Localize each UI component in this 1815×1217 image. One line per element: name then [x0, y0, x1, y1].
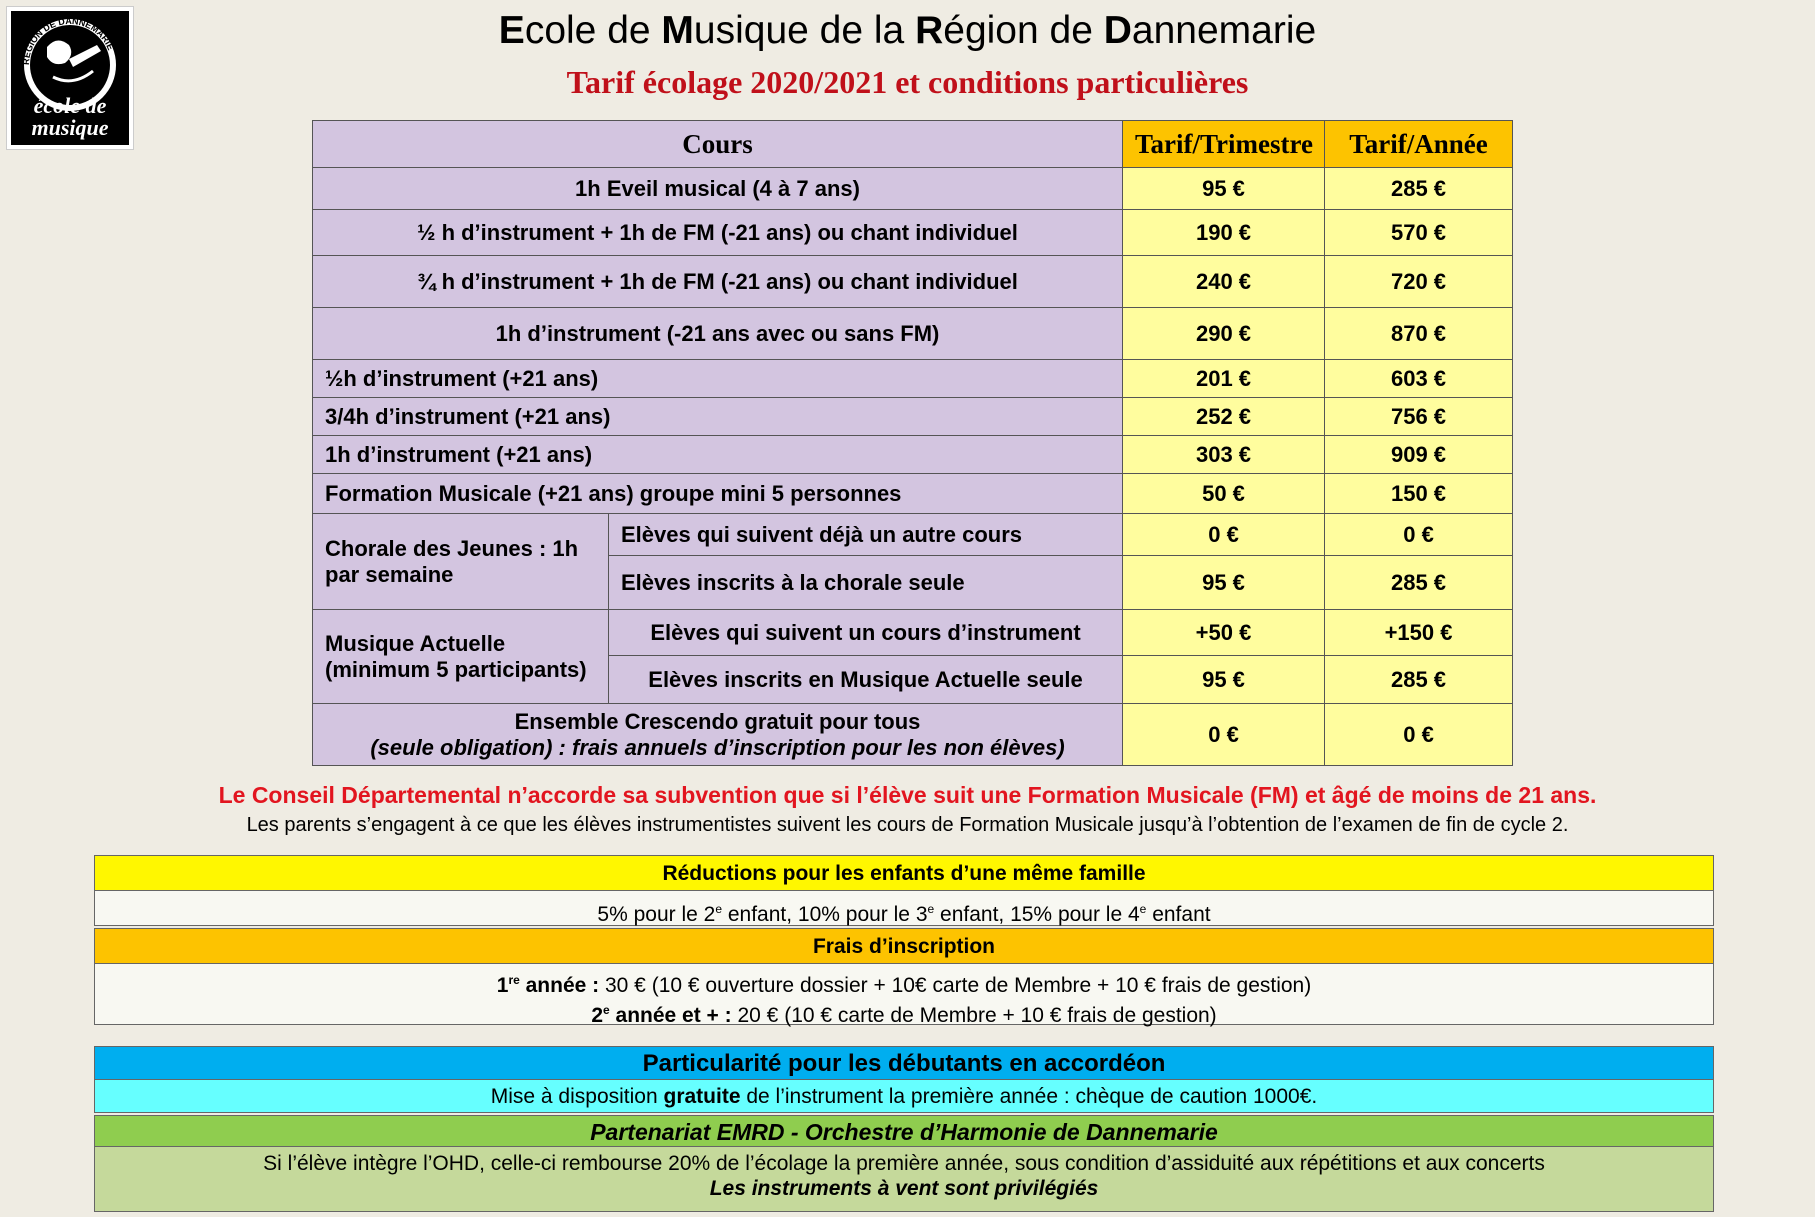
title-part: cole de	[524, 9, 662, 52]
title-part: M	[661, 9, 694, 52]
row-tri: 50 €	[1123, 474, 1325, 514]
actuelle-label: Musique Actuelle (minimum 5 participants)	[313, 610, 609, 704]
row-label: 1h d’instrument (+21 ans)	[313, 436, 1123, 474]
accordeon-title: Particularité pour les débutants en accordéon	[95, 1047, 1713, 1080]
inscription-title: Frais d’inscription	[95, 929, 1713, 964]
row-tri: 240 €	[1123, 256, 1325, 308]
page-title	[0, 6, 1815, 56]
row-label: 1h d’instrument (-21 ans avec ou sans FM)	[313, 308, 1123, 360]
row-label: 3/4h d’instrument (+21 ans)	[313, 398, 1123, 436]
table-row	[313, 308, 1513, 360]
row-tri: 201 €	[1123, 360, 1325, 398]
chorale-sub2-label: Elèves inscrits à la chorale seule	[609, 556, 1123, 610]
partenariat-line1: Si l’élève intègre l’OHD, celle-ci rembourse 20% de l’écolage la première année, sous condition d’assiduité aux répétitions et aux concerts	[263, 1152, 1545, 1175]
actuelle-sub2-an: 285 €	[1325, 656, 1513, 704]
subvention-notice: Le Conseil Départemental n’accorde sa subvention que si l’élève suit une Formation Musicale (FM) et âgé de moins de 21 ans.	[218, 782, 1597, 808]
table-row	[313, 704, 1513, 766]
inscription-line2: 2e année et + : 20 € (10 € carte de Membre + 10 € frais de gestion)	[591, 1003, 1217, 1027]
title-part: usique de la	[693, 9, 916, 52]
table-row	[313, 168, 1513, 210]
header-trimestre: Tarif/Trimestre	[1123, 121, 1325, 168]
row-an: 150 €	[1325, 474, 1513, 514]
accordeon-box	[94, 1046, 1714, 1113]
row-label: ½ h d’instrument + 1h de FM (-21 ans) ou chant individuel	[313, 210, 1123, 256]
table-row	[313, 256, 1513, 308]
row-tri: 303 €	[1123, 436, 1325, 474]
row-tri: 190 €	[1123, 210, 1325, 256]
title-part: D	[1103, 9, 1132, 52]
table-row	[313, 398, 1513, 436]
actuelle-sub1-label: Elèves qui suivent un cours d’instrument	[609, 610, 1123, 656]
header-cours: Cours	[313, 121, 1123, 168]
table-row	[313, 610, 1513, 656]
partenariat-box	[94, 1115, 1714, 1212]
row-an: 570 €	[1325, 210, 1513, 256]
title-part: annemarie	[1131, 9, 1317, 52]
crescendo-an: 0 €	[1325, 704, 1513, 766]
inscription-line1: 1re année : 30 € (10 € ouverture dossier + 10€ carte de Membre + 10 € frais de gestion)	[496, 973, 1312, 997]
logo-label-2: musique	[31, 115, 109, 140]
table-row	[313, 360, 1513, 398]
header-annee: Tarif/Année	[1325, 121, 1513, 168]
row-an: 285 €	[1325, 168, 1513, 210]
partenariat-body	[95, 1147, 1713, 1211]
row-label: ½h d’instrument (+21 ans)	[313, 360, 1123, 398]
crescendo-line1: Ensemble Crescendo gratuit pour tous	[514, 708, 921, 734]
row-an: 603 €	[1325, 360, 1513, 398]
title-part: E	[498, 9, 525, 52]
chorale-sub2-an: 285 €	[1325, 556, 1513, 610]
row-label: 1h Eveil musical (4 à 7 ans)	[313, 168, 1123, 210]
actuelle-sub1-an: +150 €	[1325, 610, 1513, 656]
reductions-box	[94, 855, 1714, 926]
row-label: ¾ h d’instrument + 1h de FM (-21 ans) ou chant individuel	[313, 256, 1123, 308]
row-tri: 290 €	[1123, 308, 1325, 360]
page-subtitle: Tarif écolage 2020/2021 et conditions particulières	[566, 64, 1249, 100]
chorale-sub2-tri: 95 €	[1123, 556, 1325, 610]
parents-notice: Les parents s’engagent à ce que les élèves instrumentistes suivent les cours de Formation Musicale jusqu’à l’obtention de l’examen de fin de cycle 2.	[246, 814, 1569, 836]
crescendo-tri: 0 €	[1123, 704, 1325, 766]
chorale-sub1-tri: 0 €	[1123, 514, 1325, 556]
reductions-body: 5% pour le 2e enfant, 10% pour le 3e enfant, 15% pour le 4e enfant	[95, 891, 1713, 925]
chorale-label: Chorale des Jeunes : 1h par semaine	[313, 514, 609, 610]
partenariat-line2: Les instruments à vent sont privilégiés	[709, 1177, 1099, 1200]
row-an: 756 €	[1325, 398, 1513, 436]
title-part: égion de	[943, 9, 1104, 52]
crescendo-cell	[313, 704, 1123, 766]
crescendo-line2: (seule obligation) : frais annuels d’inscription pour les non élèves)	[370, 734, 1065, 760]
row-an: 909 €	[1325, 436, 1513, 474]
table-row	[313, 514, 1513, 556]
actuelle-sub2-label: Elèves inscrits en Musique Actuelle seule	[609, 656, 1123, 704]
chorale-sub1-an: 0 €	[1325, 514, 1513, 556]
table-row	[313, 210, 1513, 256]
partenariat-title: Partenariat EMRD - Orchestre d’Harmonie de Dannemarie	[95, 1116, 1713, 1147]
actuelle-sub1-tri: +50 €	[1123, 610, 1325, 656]
row-an: 720 €	[1325, 256, 1513, 308]
logo-label-1: école de	[33, 93, 107, 118]
logo-arc-text: RÉGION DE DANNEMARIE	[20, 15, 116, 66]
title-part: R	[915, 9, 944, 52]
table-header-row	[313, 121, 1513, 168]
table-row	[313, 474, 1513, 514]
actuelle-sub2-tri: 95 €	[1123, 656, 1325, 704]
row-tri: 252 €	[1123, 398, 1325, 436]
row-tri: 95 €	[1123, 168, 1325, 210]
tariff-table	[312, 120, 1513, 766]
inscription-box	[94, 928, 1714, 1025]
row-label: Formation Musicale (+21 ans) groupe mini 5 personnes	[313, 474, 1123, 514]
row-an: 870 €	[1325, 308, 1513, 360]
chorale-sub1-label: Elèves qui suivent déjà un autre cours	[609, 514, 1123, 556]
inscription-body	[95, 964, 1713, 1027]
accordeon-body: Mise à disposition gratuite de l’instrument la première année : chèque de caution 1000€.	[95, 1080, 1713, 1112]
table-row	[313, 436, 1513, 474]
reductions-title: Réductions pour les enfants d’une même famille	[95, 856, 1713, 891]
